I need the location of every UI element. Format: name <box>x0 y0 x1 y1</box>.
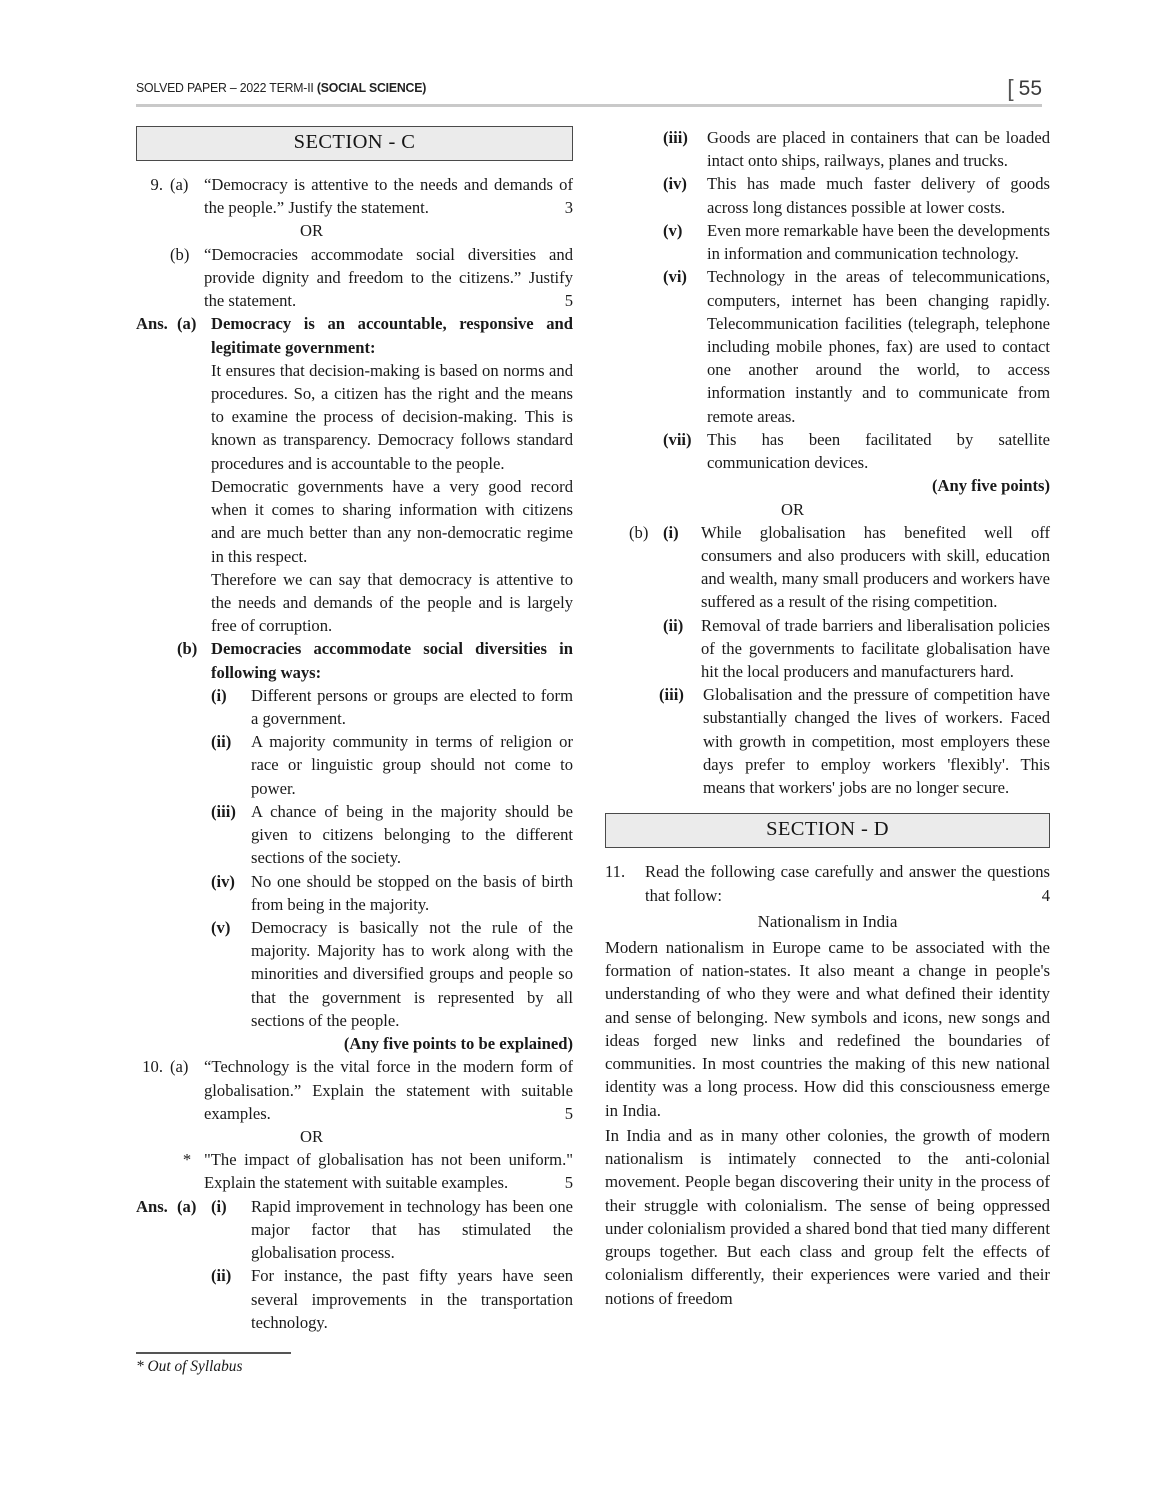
question-9-a-text <box>204 173 573 219</box>
answer-10-b-point-text: Removal of trade barriers and liberalisation policies of the governments to facilitate globalisation have hit the local producers and manufacturers hard. <box>701 615 1050 682</box>
answer-10-b-label: (b) <box>629 522 649 542</box>
left-column <box>136 126 573 1334</box>
answer-9-a-heading: Democracy is an accountable, responsive and legitimate government: <box>211 314 573 357</box>
answer-10-point <box>136 1195 573 1265</box>
question-10-a-statement: “Technology is the vital force in the modern form of globalisation.” Explain the statement with suitable examples. <box>204 1057 573 1123</box>
answer-9-b-label: (b) <box>177 639 198 659</box>
footnote-rule <box>136 1352 291 1354</box>
answer-10-cont-point-marker: (v) <box>663 220 683 240</box>
question-9-b-label: (b) <box>170 244 190 264</box>
footnote <box>136 1352 436 1376</box>
running-header <box>136 74 1042 108</box>
answer-10-cont-point <box>605 126 1050 172</box>
answer-10-cont-point <box>605 219 1050 265</box>
answer-9-label: Ans. <box>136 314 168 334</box>
answer-9-a-para-3: Therefore we can say that democracy is attentive to the needs and demands of the people and is largely free of corruption. <box>211 569 573 636</box>
case-study-paragraph-1: Modern nationalism in Europe came to be associated with the formation of nation-states. It also meant a change in people's understanding of who they were and what defined their identity and sense of belonging. New symbols and icons, new songs and ideas forged new links and redefined the boundaries of communities. In most countries the making of this new national identity was a long process. How did this consciousness emerge in India. <box>605 937 1050 1120</box>
answer-9-a-label: (a) <box>177 314 197 334</box>
question-10-a-label: (a) <box>170 1057 189 1077</box>
answer-10-cont-point <box>605 428 1050 474</box>
answer-10-cont-point-text: This has been facilitated by satellite communication devices. <box>707 429 1050 473</box>
answer-9-b-point-text: Democracy is basically not the rule of the majority. Majority has to work along with the minorities and diversified groups and people so that the government is represented by all sections of the people. <box>251 918 573 1030</box>
question-9-number: 9. <box>150 175 163 194</box>
answer-10-b-point-marker: (i) <box>663 522 679 542</box>
question-10-alt-marks: 5 <box>564 1173 573 1193</box>
question-10-a-marks: 5 <box>564 1103 573 1123</box>
answer-10-point <box>136 1264 573 1334</box>
answer-9-a <box>136 312 573 358</box>
answer-10-b-point-marker: (ii) <box>663 615 684 635</box>
question-11-number: 11. <box>605 862 626 882</box>
bracket-glyph: [ <box>1007 75 1014 101</box>
question-9-or: OR <box>299 221 324 241</box>
answer-10-b-point <box>605 521 1050 614</box>
page-number-group <box>1007 74 1042 101</box>
question-9-a-statement: “Democracy is attentive to the needs and demands of the people.” Justify the statement. <box>204 175 573 218</box>
case-study-paragraph-2: In India and as in many other colonies, the growth of modern nationalism is intimately connected to the anti-colonial movement. People began discovering their unity in the process of their struggle with colonialism. The sense of being oppressed under colonialism provided a shared bond that tied many different groups together. But each class and group felt the effects of colonialism differently, their experiences were varied and their notions of freedom <box>605 1125 1050 1308</box>
question-11-text <box>645 860 1050 906</box>
answer-10-cont-point-text: Technology in the areas of telecommunications, computers, internet has been changing rapidly. Telecommunication facilities (telegraph, telephone including mobile phones, fax) are used to contact one another around the world, to access information instantly and to communicate from remote areas. <box>707 267 1050 426</box>
out-of-syllabus-asterisk: * <box>182 1150 192 1170</box>
answer-9-b-point <box>136 730 573 800</box>
question-10-number: 10. <box>142 1057 163 1077</box>
running-header-title-plain: SOLVED PAPER – 2022 TERM-II <box>136 80 317 95</box>
answer-9-b-point <box>136 916 573 1032</box>
answer-10-a-label: (a) <box>177 1196 197 1216</box>
question-9-a <box>136 173 573 219</box>
answer-9-b-point-text: A majority community in terms of religion or race or linguistic group should not come to power. <box>251 732 573 798</box>
answer-10-b-point-text: While globalisation has benefited well off consumers and also producers with skill, education and wealth, many small producers and workers have suffered as a result of the rising competition. <box>701 522 1050 612</box>
answer-10-cont-point-text: This has made much faster delivery of goods across long distances possible at lower costs. <box>707 174 1050 217</box>
question-11 <box>605 860 1050 906</box>
answer-9-a-para-1: It ensures that decision-making is based on norms and procedures. So, a citizen has the right and the means to examine the process of decision-making. This is known as transparency. Democracy follows standard procedures and is accountable to the people. <box>211 360 573 473</box>
section-d-banner: SECTION - D <box>605 813 1050 848</box>
question-11-statement: Read the following case carefully and answer the questions that follow: <box>645 862 1050 905</box>
answer-9-b-point-marker: (iii) <box>211 801 236 821</box>
answer-9-b-point <box>136 684 573 730</box>
question-9-a-marks: 3 <box>564 198 573 218</box>
question-10-alt-statement: "The impact of globalisation has not been uniform." Explain the statement with suitable examples. <box>204 1150 573 1193</box>
running-header-title <box>136 80 426 95</box>
answer-10-cont-point-text: Even more remarkable have been the developments in information and communication technology. <box>707 220 1050 264</box>
answer-9-b-point-marker: (ii) <box>211 732 232 752</box>
footnote-text: * Out of Syllabus <box>136 1357 243 1375</box>
answer-9-b-point-text: A chance of being in the majority should be given to citizens belonging to the different sections of the society. <box>251 801 573 868</box>
answer-9-b-point <box>136 800 573 870</box>
answer-9-b-heading: Democracies accommodate social diversities in following ways: <box>211 639 573 682</box>
question-9-b-marks: 5 <box>564 291 573 311</box>
answer-10-point-marker: (ii) <box>211 1266 232 1286</box>
answer-10-b-point <box>605 683 1050 799</box>
question-10-alt-text <box>204 1148 573 1194</box>
case-study-title: Nationalism in India <box>757 911 898 931</box>
answer-10-cont-point-marker: (vii) <box>663 429 692 449</box>
answer-9-b-point-marker: (i) <box>211 685 227 705</box>
answer-9-b-point-marker: (v) <box>211 918 231 937</box>
answer-10-b-point-marker: (iii) <box>659 685 684 705</box>
question-9-b <box>136 243 573 313</box>
answer-10-or: OR <box>780 499 805 519</box>
header-rule <box>136 104 1042 107</box>
answer-9-b <box>136 637 573 683</box>
page-number: 55 <box>1018 77 1042 100</box>
answer-10-cont-point-marker: (vi) <box>663 267 687 287</box>
running-header-title-subject: (SOCIAL SCIENCE) <box>316 80 427 95</box>
answer-9-b-point-text: No one should be stopped on the basis of birth from being in the majority. <box>251 871 573 914</box>
answer-10-any-five-note: (Any five points) <box>931 476 1050 496</box>
answer-10-cont-point <box>605 265 1050 428</box>
answer-10-point-text: For instance, the past fifty years have seen several improvements in the transportation technology. <box>251 1266 573 1332</box>
answer-10-point-text: Rapid improvement in technology has been one major factor that has stimulated the globalisation process. <box>251 1196 573 1263</box>
question-10-or: OR <box>299 1126 324 1146</box>
question-9-b-statement: “Democracies accommodate social diversities and provide dignity and freedom to the citizens.” Justify the statement. <box>204 244 573 311</box>
answer-10-cont-point-marker: (iv) <box>663 174 687 194</box>
answer-10-cont-point <box>605 172 1050 218</box>
answer-9-b-point <box>136 870 573 916</box>
answer-10-b-point <box>605 614 1050 684</box>
answer-9-b-note: (Any five points to be explained) <box>343 1034 573 1054</box>
section-c-banner: SECTION - C <box>136 126 573 161</box>
answer-10-cont-point-marker: (iii) <box>663 128 688 147</box>
question-11-marks: 4 <box>1041 885 1050 905</box>
question-9-a-label: (a) <box>170 175 189 194</box>
answer-9-b-point-marker: (iv) <box>211 871 235 891</box>
answer-9-a-para-2: Democratic governments have a very good record when it comes to sharing information with citizens and are much better than any non-democratic regime in this respect. <box>211 476 573 566</box>
question-9-b-text <box>204 243 573 313</box>
right-column <box>605 126 1050 1312</box>
answer-9-b-point-text: Different persons or groups are elected to form a government. <box>251 685 573 729</box>
answer-10-b-point-text: Globalisation and the pressure of competition have substantially changed the lives of workers. Faced with growth in competition, most employers these days prefer to employ workers 'flexibly'. This means that workers' jobs are no longer secure. <box>703 685 1050 798</box>
answer-10-point-marker: (i) <box>211 1196 227 1216</box>
question-10-a <box>136 1055 573 1125</box>
question-10-alt <box>136 1148 573 1194</box>
answer-10-label: Ans. <box>136 1196 168 1216</box>
question-10-a-text <box>204 1055 573 1125</box>
answer-10-cont-point-text: Goods are placed in containers that can be loaded intact onto ships, railways, planes and trucks. <box>707 128 1050 171</box>
